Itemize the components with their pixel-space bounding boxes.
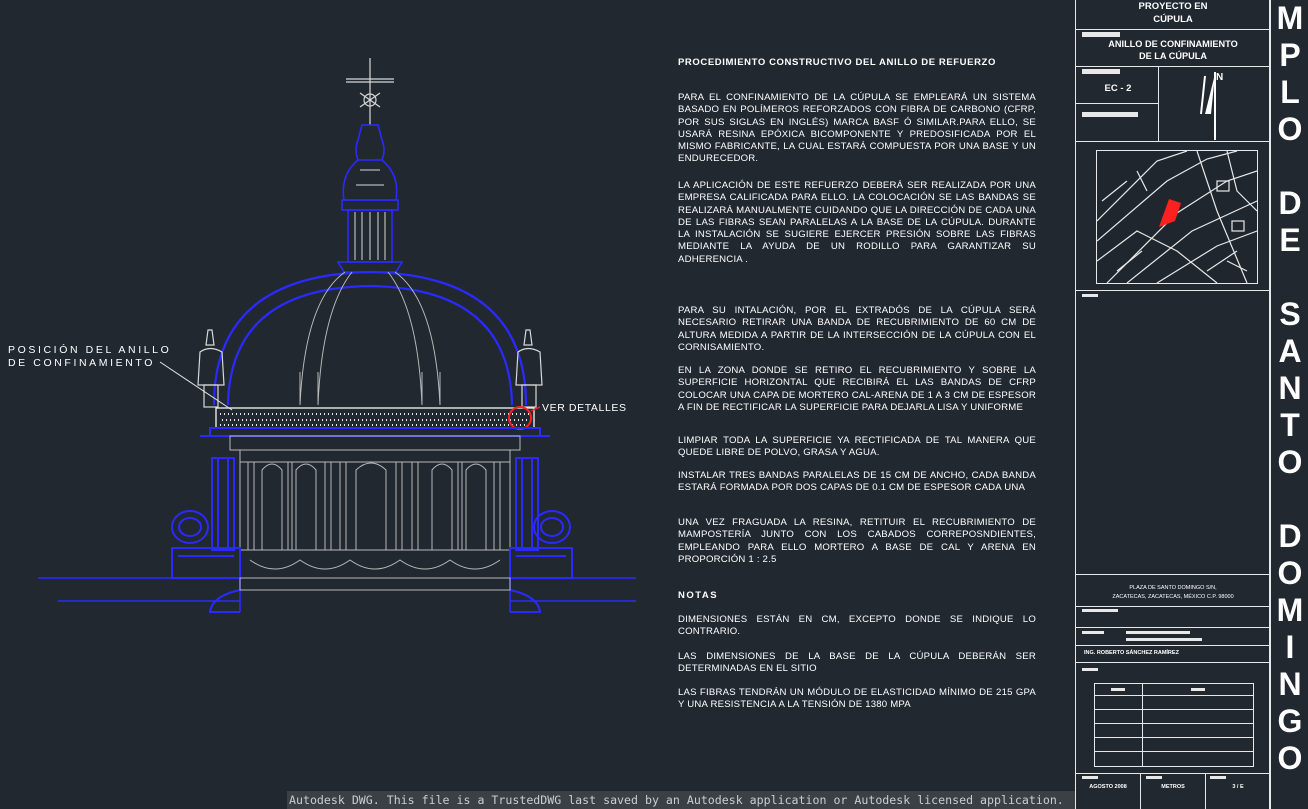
- procedure-paragraph: UNA VEZ FRAGUADA LA RESINA, RETITUIR EL RECUBRIMIENTO DE MAMPOSTERÍA JUNTO CON LOS CABADOS CORREPOSNDIENTES, EMPLEANDO PARA ELLO MORTERO A BASE DE CAL Y ARENA EN PROPORCIÓN 1 : 2.5: [678, 517, 1036, 565]
- cross-finial: [346, 58, 394, 125]
- vertical-letter: [1272, 259, 1308, 296]
- vertical-letter: O: [1277, 111, 1303, 147]
- drum: [230, 436, 520, 578]
- project-title-line1: PROYECTO EN: [1138, 1, 1208, 12]
- note-item: LAS DIMENSIONES DE LA BASE DE LA CÚPULA DEBERÁN SER DETERMINADAS EN EL SITIO: [678, 651, 1036, 675]
- procedure-paragraph: INSTALAR TRES BANDAS PARALELAS DE 15 CM DE ANCHO, CADA BANDA ESTARÁ FORMADA POR DOS CAPAS DE 0.1 CM DE ESPESOR CADA UNA: [678, 470, 1036, 494]
- vertical-letter: D: [1278, 185, 1302, 221]
- site-address: [1076, 584, 1270, 602]
- vertical-letter: I: [1285, 629, 1295, 665]
- vertical-letter: [1272, 148, 1308, 185]
- notes-heading: NOTAS: [678, 590, 719, 601]
- location-map: [1096, 150, 1258, 284]
- sheet-code: EC - 2: [1104, 83, 1132, 94]
- vertical-project-name: [1272, 0, 1308, 809]
- title-block: [1075, 0, 1270, 809]
- vertical-letter: P: [1279, 37, 1301, 73]
- vertical-letter: S: [1279, 296, 1301, 332]
- engineer-name: ING. ROBERTO SÁNCHEZ RAMÍREZ: [1084, 650, 1179, 656]
- buttress-left: [172, 458, 240, 612]
- urn-right: [516, 330, 542, 407]
- dome-elevation-drawing: [0, 0, 660, 640]
- site-address-line1: PLAZA DE SANTO DOMINGO S/N,: [1129, 585, 1217, 591]
- sheet-title: [1076, 38, 1270, 62]
- procedure-paragraph: LIMPIAR TODA LA SUPERFICIE YA RECTIFICADA DE TAL MANERA QUE QUEDE LIBRE DE POLVO, GRASA Y AGUA.: [678, 435, 1036, 459]
- vertical-letter: L: [1280, 74, 1300, 110]
- procedure-paragraph: EN LA ZONA DONDE SE RETIRO EL RECUBRIMIENTO Y SOBRE LA SUPERFICIE HORIZONTAL QUE RECIBIRÁ EL LAS BANDAS DE CFRP COLOCAR UNA CAPA DE MORTERO CAL-ARENA DE 1 A 3 CM DE ESPESOR A FIN DE RECTIFICAR LA SUPERFICIE PARA DEJARLA LISA Y UNIFORME: [678, 365, 1036, 413]
- sheet-date: AGOSTO 2008: [1089, 784, 1127, 790]
- note-item: DIMENSIONES ESTÁN EN CM, EXCEPTO DONDE SE INDIQUE LO CONTRARIO.: [678, 614, 1036, 638]
- confinement-ring: [216, 408, 534, 428]
- vertical-letter: O: [1277, 740, 1303, 776]
- project-title-line2: CÚPULA: [1153, 14, 1193, 25]
- north-label: N: [1216, 72, 1224, 83]
- site-address-line2: ZACATECAS, ZACATECAS, MÉXICO C.P. 98000: [1112, 594, 1234, 600]
- sheet-page: 3 / E: [1232, 784, 1244, 790]
- note-item: LAS FIBRAS TENDRÁN UN MÓDULO DE ELASTICIDAD MÍNIMO DE 215 GPA Y UNA RESISTENCIA A LA TENSIÓN DE 1380 MPA: [678, 687, 1036, 711]
- procedure-paragraph: LA APLICACIÓN DE ESTE REFUERZO DEBERÁ SER REALIZADA POR UNA EMPRESA CALIFICADA PARA ELLO. LA COLOCACIÓN SE LAS BANDAS SE REALIZARÁ MANUALMENTE CUIDANDO QUE LA DIRECCIÓN DE CADA UNA DE LAS FIBRAS SEAN PARALELAS A LA BASE DE LA CÚPULA. DURANTE LA INSTALACIÓN SE SUGIERE EJERCER PRESIÓN SOBRE LAS FIBRAS MEDIANTE LA AYUDA DE UN RODILLO PARA GARANTIZAR SU ADHERENCIA .: [678, 180, 1036, 265]
- vertical-letter: [1272, 481, 1308, 518]
- vertical-letter: N: [1278, 666, 1302, 702]
- vertical-letter: O: [1277, 555, 1303, 591]
- sheet-units: METROS: [1161, 784, 1185, 790]
- vertical-letter: N: [1278, 370, 1302, 406]
- sheet-title-line2: DE LA CÚPULA: [1138, 51, 1208, 61]
- vertical-letter: G: [1277, 703, 1303, 739]
- procedure-paragraph: PARA SU INTALACIÓN, POR EL EXTRADÓS DE LA CÚPULA SERÁ NECESARIO RETIRAR UNA BANDA DE RECUBRIMIENTO DE 60 CM DE ALTURA MEDIDA A PARTIR DE LA INTERSECCIÓN DE LA CÚPULA CON EL CORNISAMIENTO.: [678, 305, 1036, 353]
- procedure-title: PROCEDIMIENTO CONSTRUCTIVO DEL ANILLO DE REFUERZO: [678, 57, 996, 68]
- ring-position-label: [8, 344, 171, 370]
- north-arrow-icon: [1191, 70, 1231, 142]
- see-details-label: VER DETALLES: [542, 402, 627, 414]
- vertical-letter: T: [1280, 407, 1300, 443]
- vertical-letter: M: [1276, 0, 1304, 36]
- dome: [214, 272, 526, 405]
- buttress-right: [510, 458, 572, 612]
- ring-position-label-line1: POSICIÓN DEL ANILLO: [8, 344, 172, 356]
- vertical-letter: A: [1278, 333, 1302, 369]
- sheet-title-line1: ANILLO DE CONFINAMIENTO: [1108, 39, 1238, 49]
- procedure-paragraph: PARA EL CONFINAMIENTO DE LA CÚPULA SE EMPLEARÁ UN SISTEMA BASADO EN POLÍMEROS REFORZADOS CON FIBRA DE CARBONO (CFRP, POR SUS SIGLAS EN INGLÉS) MARCA BASF Ó SIMILAR.PARA ELLO, SE USARÁ RESINA EPÓXICA BICOMPONENTE Y PREDOSIFICADA POR EL MISMO FABRICANTE, LA CUAL ESTARÁ COMPUESTA POR UNA BASE Y UN ENDURECEDOR.: [678, 92, 1036, 165]
- vertical-letter: E: [1279, 222, 1301, 258]
- ring-position-label-line2: DE CONFINAMIENTO: [8, 357, 155, 369]
- trusted-dwg-statusbar: Autodesk DWG. This file is a TrustedDWG last saved by an Autodesk application or Autodesk licensed application.: [287, 791, 1075, 809]
- project-title: [1076, 0, 1270, 26]
- vertical-letter: O: [1277, 444, 1303, 480]
- vertical-letter: D: [1278, 518, 1302, 554]
- revisions-table: [1094, 683, 1254, 767]
- vertical-letter: M: [1276, 592, 1304, 628]
